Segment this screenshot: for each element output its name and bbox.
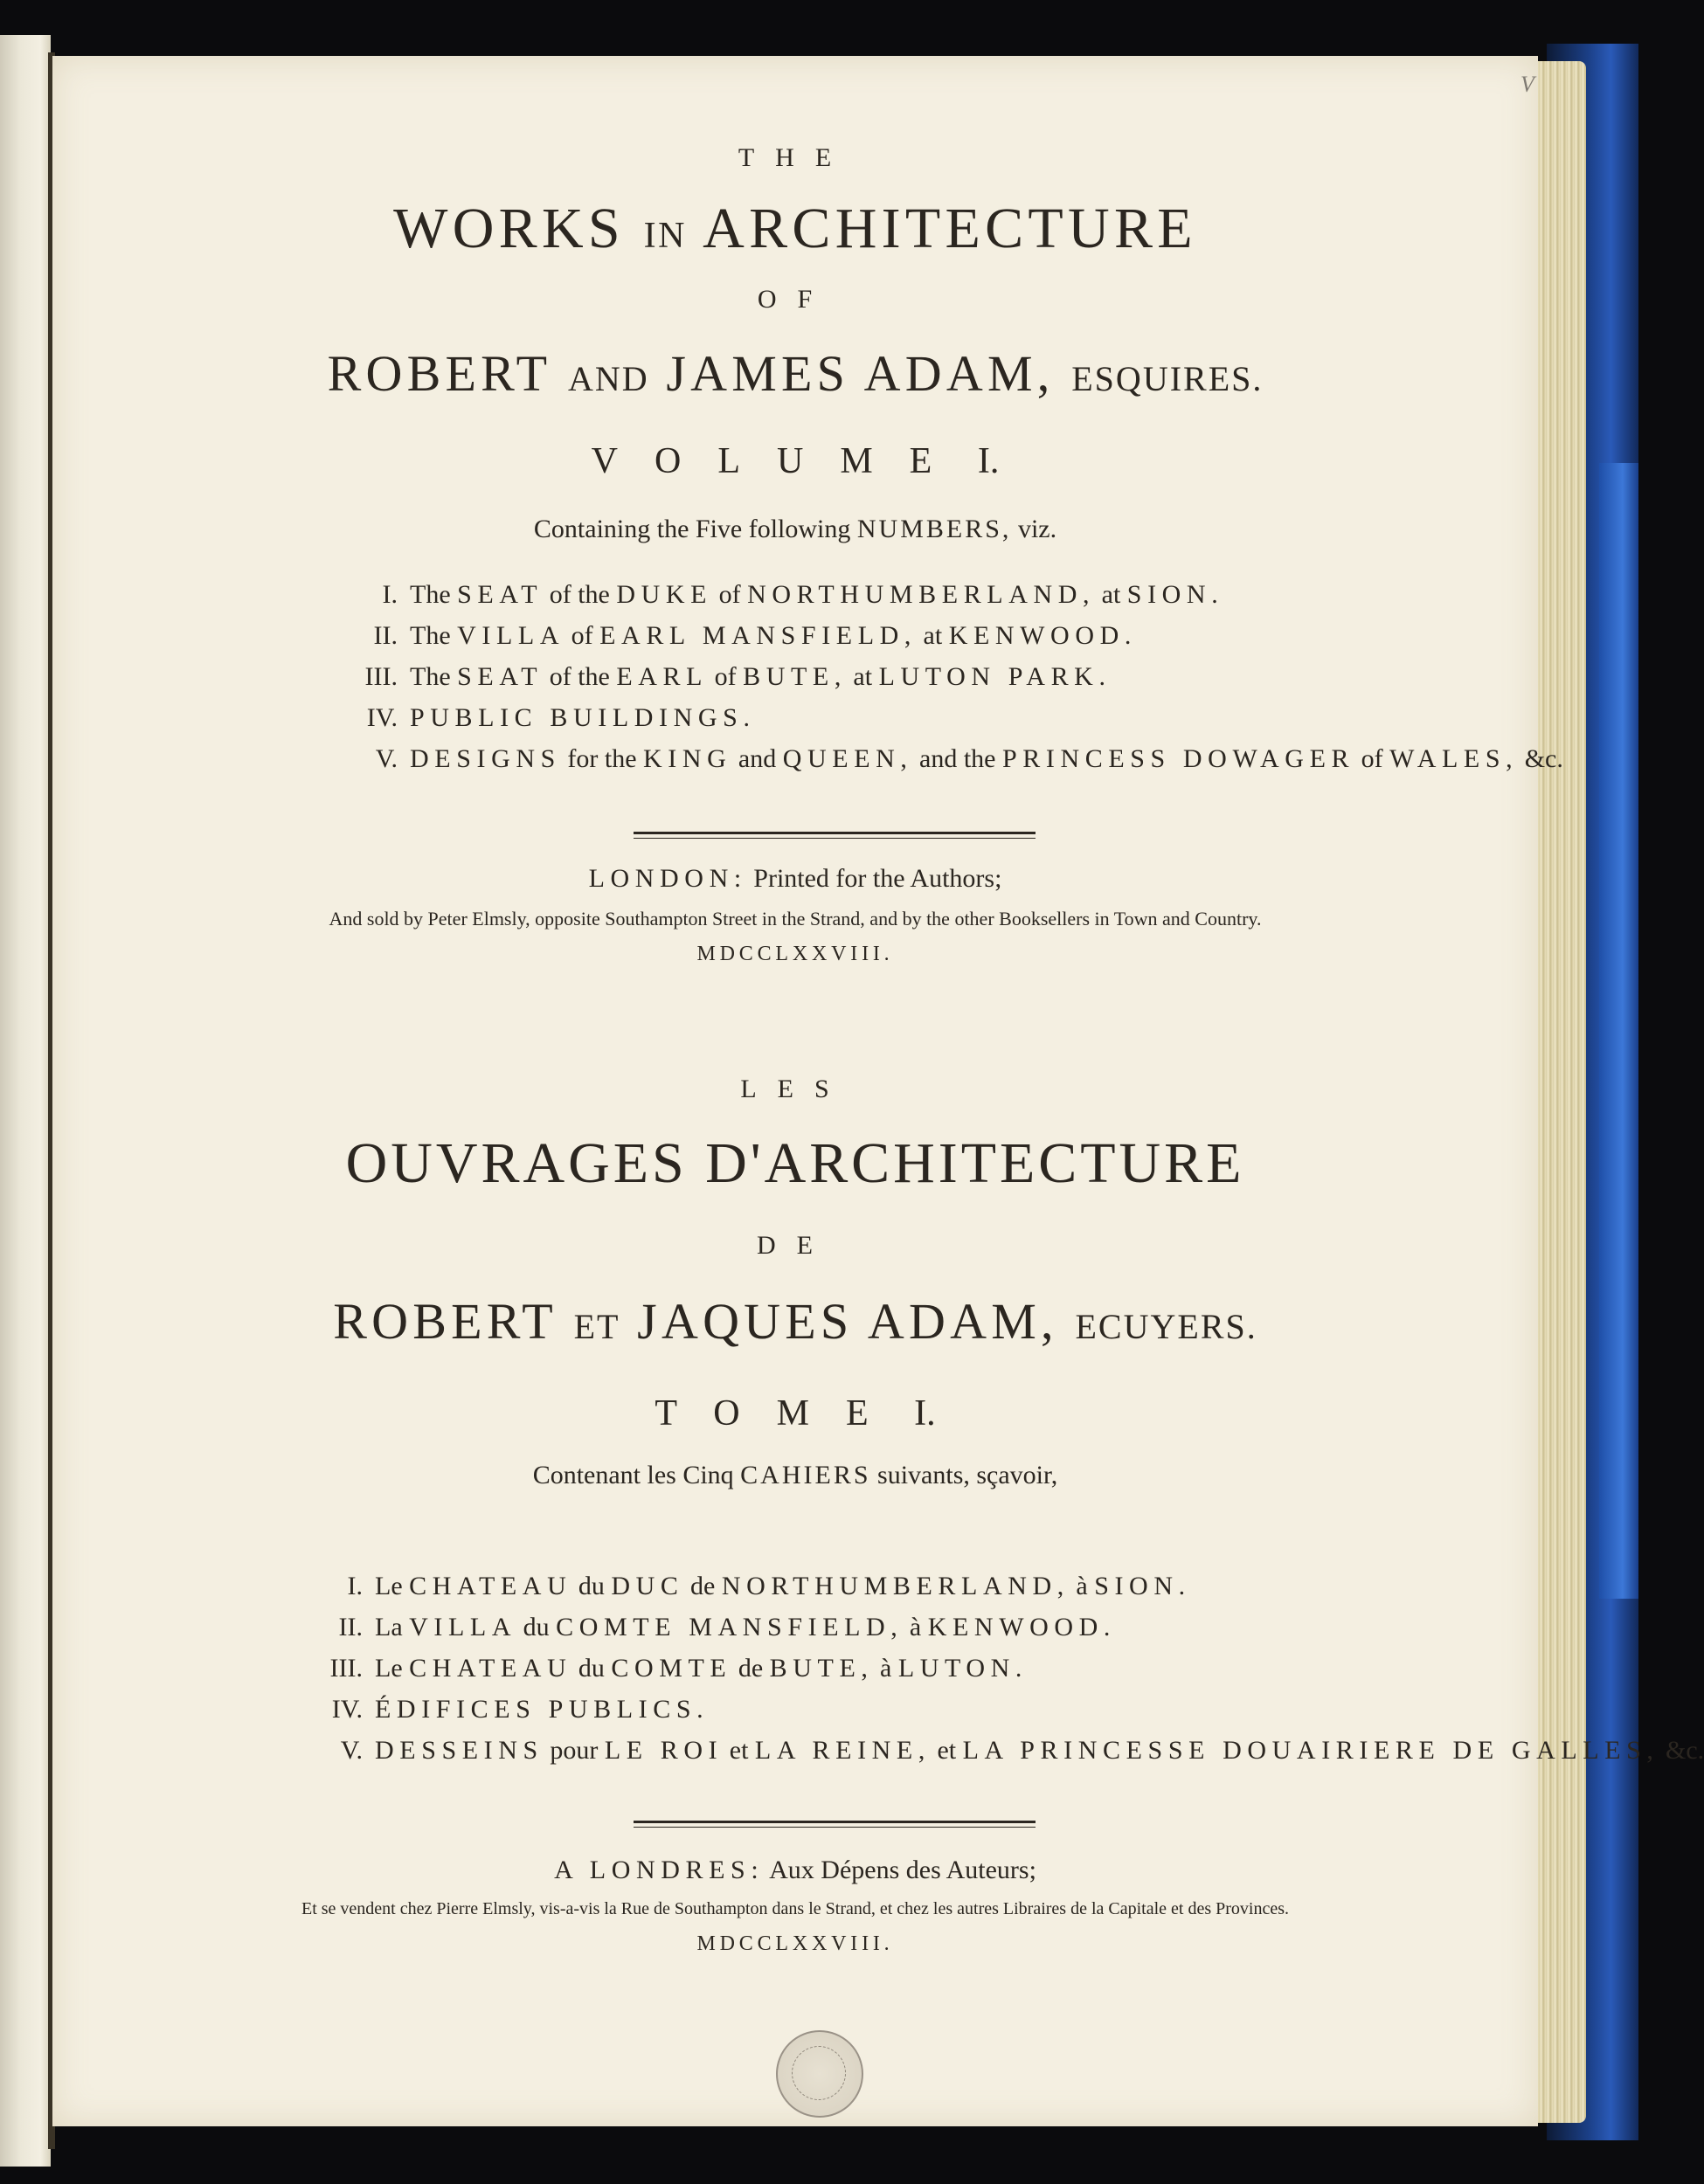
contents-item-text: de — [731, 1654, 770, 1683]
fr-les: LES — [740, 1075, 850, 1103]
contents-item-text: du — [571, 1572, 612, 1600]
en-containing: Containing the Five following NUMBERS, viz. — [533, 515, 1057, 543]
contents-item-text: VILLA — [409, 1613, 517, 1641]
contents-item-text: SEAT — [457, 662, 544, 691]
contents-item-text: QUEEN, — [782, 744, 913, 773]
contents-item — [319, 1695, 709, 1724]
contents-item-text: at — [917, 621, 949, 650]
contents-item-number: IV. — [366, 703, 398, 732]
contents-item-text: DESSEINS — [375, 1736, 544, 1765]
contents-item-text: LA REINE, — [754, 1736, 931, 1765]
fr-date: MDCCLXXVIII. — [696, 1932, 894, 1955]
contents-item-text: of — [565, 621, 600, 650]
contents-item-text: KENWOOD. — [948, 621, 1137, 650]
fr-tome: TOME I. — [655, 1393, 936, 1434]
en-sold-line: And sold by Peter Elmsly, opposite Southampton Street in the Strand, and by the other Booksellers in Town and Country. — [329, 908, 1262, 930]
contents-item — [319, 1654, 1028, 1683]
fr-main-title: OUVRAGES D'ARCHITECTURE — [345, 1131, 1245, 1195]
contents-item — [354, 662, 1112, 692]
contents-item-text: Le — [375, 1572, 410, 1600]
corner-mark: V — [1520, 72, 1534, 97]
contents-item-number: V. — [375, 744, 398, 773]
contents-item — [319, 1572, 1191, 1601]
contents-item-text: NORTHUMBERLAND, — [721, 1572, 1070, 1600]
contents-item-text: and — [731, 744, 783, 773]
contents-item-text: WALES, — [1389, 744, 1519, 773]
contents-item — [354, 621, 1137, 651]
contents-item-number: II. — [338, 1613, 363, 1641]
fr-sold-line: Et se vendent chez Pierre Elmsly, vis-a-vis la Rue de Southampton dans le Strand, et chez les autres Libraires de la Capitale et des Provinces. — [301, 1899, 1290, 1918]
contents-item-text: EARL MANSFIELD, — [599, 621, 918, 650]
contents-item-number: V. — [340, 1736, 363, 1765]
fr-divider-rule — [634, 1821, 1036, 1828]
en-authors: ROBERT AND JAMES ADAM, ESQUIRES. — [327, 345, 1264, 402]
contents-item-text: CHATEAU — [409, 1654, 572, 1683]
contents-item-text: NORTHUMBERLAND, — [747, 580, 1096, 609]
en-date: MDCCLXXVIII. — [696, 943, 894, 965]
fr-authors: ROBERT ET JAQUES ADAM, ECUYERS. — [333, 1293, 1257, 1350]
contents-item-text: of the — [543, 662, 617, 691]
contents-item-text: DUKE — [616, 580, 713, 609]
contents-item-text: de — [683, 1572, 722, 1600]
contents-item-number: I. — [382, 580, 398, 609]
contents-item-text: SION. — [1094, 1572, 1191, 1600]
fr-contenant: Contenant les Cinq CAHIERS suivants, sçavoir, — [532, 1461, 1058, 1489]
contents-item-text: for the — [560, 744, 644, 773]
en-main-title: WORKS IN ARCHITECTURE — [393, 197, 1197, 260]
contents-item-text: et — [723, 1736, 755, 1765]
contents-item-text: à — [873, 1654, 898, 1683]
contents-item-text: of — [708, 662, 744, 691]
contents-item — [319, 1613, 1116, 1642]
contents-item-text: The — [410, 580, 458, 609]
contents-item-number: IV. — [331, 1695, 363, 1724]
facing-page-edge — [0, 35, 51, 2167]
fr-de: DE — [757, 1231, 834, 1260]
contents-item-text: BUTE, — [769, 1654, 874, 1683]
contents-item-text: PRINCESS DOWAGER — [1001, 744, 1355, 773]
en-volume: VOLUME I. — [591, 441, 1000, 481]
contents-item-text: KING — [643, 744, 732, 773]
contents-item-number: I. — [347, 1572, 363, 1600]
en-the: THE — [738, 143, 853, 172]
contents-item-number: III. — [364, 662, 398, 691]
contents-item-text: BUTE, — [743, 662, 847, 691]
contents-item-text: of the — [543, 580, 617, 609]
contents-item-text: COMTE — [611, 1654, 732, 1683]
contents-item — [319, 1736, 1704, 1766]
contents-item-text: The — [410, 662, 458, 691]
contents-item-text: &c. — [1518, 744, 1563, 773]
contents-item-text: du — [516, 1613, 557, 1641]
contents-item-text: LE ROI — [604, 1736, 724, 1765]
contents-item-text: PUBLIC BUILDINGS. — [410, 703, 756, 732]
contents-item-text: at — [846, 662, 879, 691]
contents-item — [354, 580, 1223, 610]
contents-item-text: of — [712, 580, 748, 609]
contents-item-text: à — [1069, 1572, 1095, 1600]
library-stamp — [776, 2030, 863, 2118]
contents-item-text: Le — [375, 1654, 410, 1683]
fr-imprint: A LONDRES: Aux Dépens des Auteurs; — [554, 1856, 1036, 1884]
title-page — [52, 56, 1704, 2126]
contents-item-text: LUTON PARK. — [878, 662, 1112, 691]
contents-item-text: DESIGNS — [410, 744, 561, 773]
contents-item-text: SEAT — [457, 580, 544, 609]
en-imprint: LONDON: Printed for the Authors; — [588, 864, 1002, 893]
contents-item-text: CHATEAU — [409, 1572, 572, 1600]
contents-item-text: DUC — [611, 1572, 684, 1600]
en-of: OF — [757, 285, 834, 314]
contents-item-text: et — [930, 1736, 963, 1765]
contents-item-text: La — [375, 1613, 410, 1641]
contents-item-text: à — [903, 1613, 928, 1641]
contents-item-text: and the — [912, 744, 1002, 773]
contents-item — [354, 744, 1563, 774]
contents-item-text: The — [410, 621, 458, 650]
contents-item-text: pour — [543, 1736, 605, 1765]
contents-item-text: &c. — [1659, 1736, 1704, 1765]
contents-item-number: III. — [329, 1654, 363, 1683]
contents-item-text: of — [1354, 744, 1390, 773]
contents-item-text: SION. — [1126, 580, 1224, 609]
contents-item-text: VILLA — [457, 621, 565, 650]
contents-item-text: at — [1095, 580, 1127, 609]
contents-item-text: LA PRINCESSE DOUAIRIERE DE GALLES, — [962, 1736, 1659, 1765]
contents-item-text: ÉDIFICES PUBLICS. — [375, 1695, 710, 1724]
contents-item-number: II. — [373, 621, 398, 650]
en-divider-rule — [634, 832, 1036, 839]
contents-item-text: LUTON. — [897, 1654, 1029, 1683]
contents-item-text: du — [571, 1654, 612, 1683]
contents-item-text: KENWOOD. — [927, 1613, 1117, 1641]
contents-item — [354, 703, 756, 733]
contents-item-text: EARL — [616, 662, 709, 691]
contents-item-text: COMTE MANSFIELD, — [556, 1613, 904, 1641]
